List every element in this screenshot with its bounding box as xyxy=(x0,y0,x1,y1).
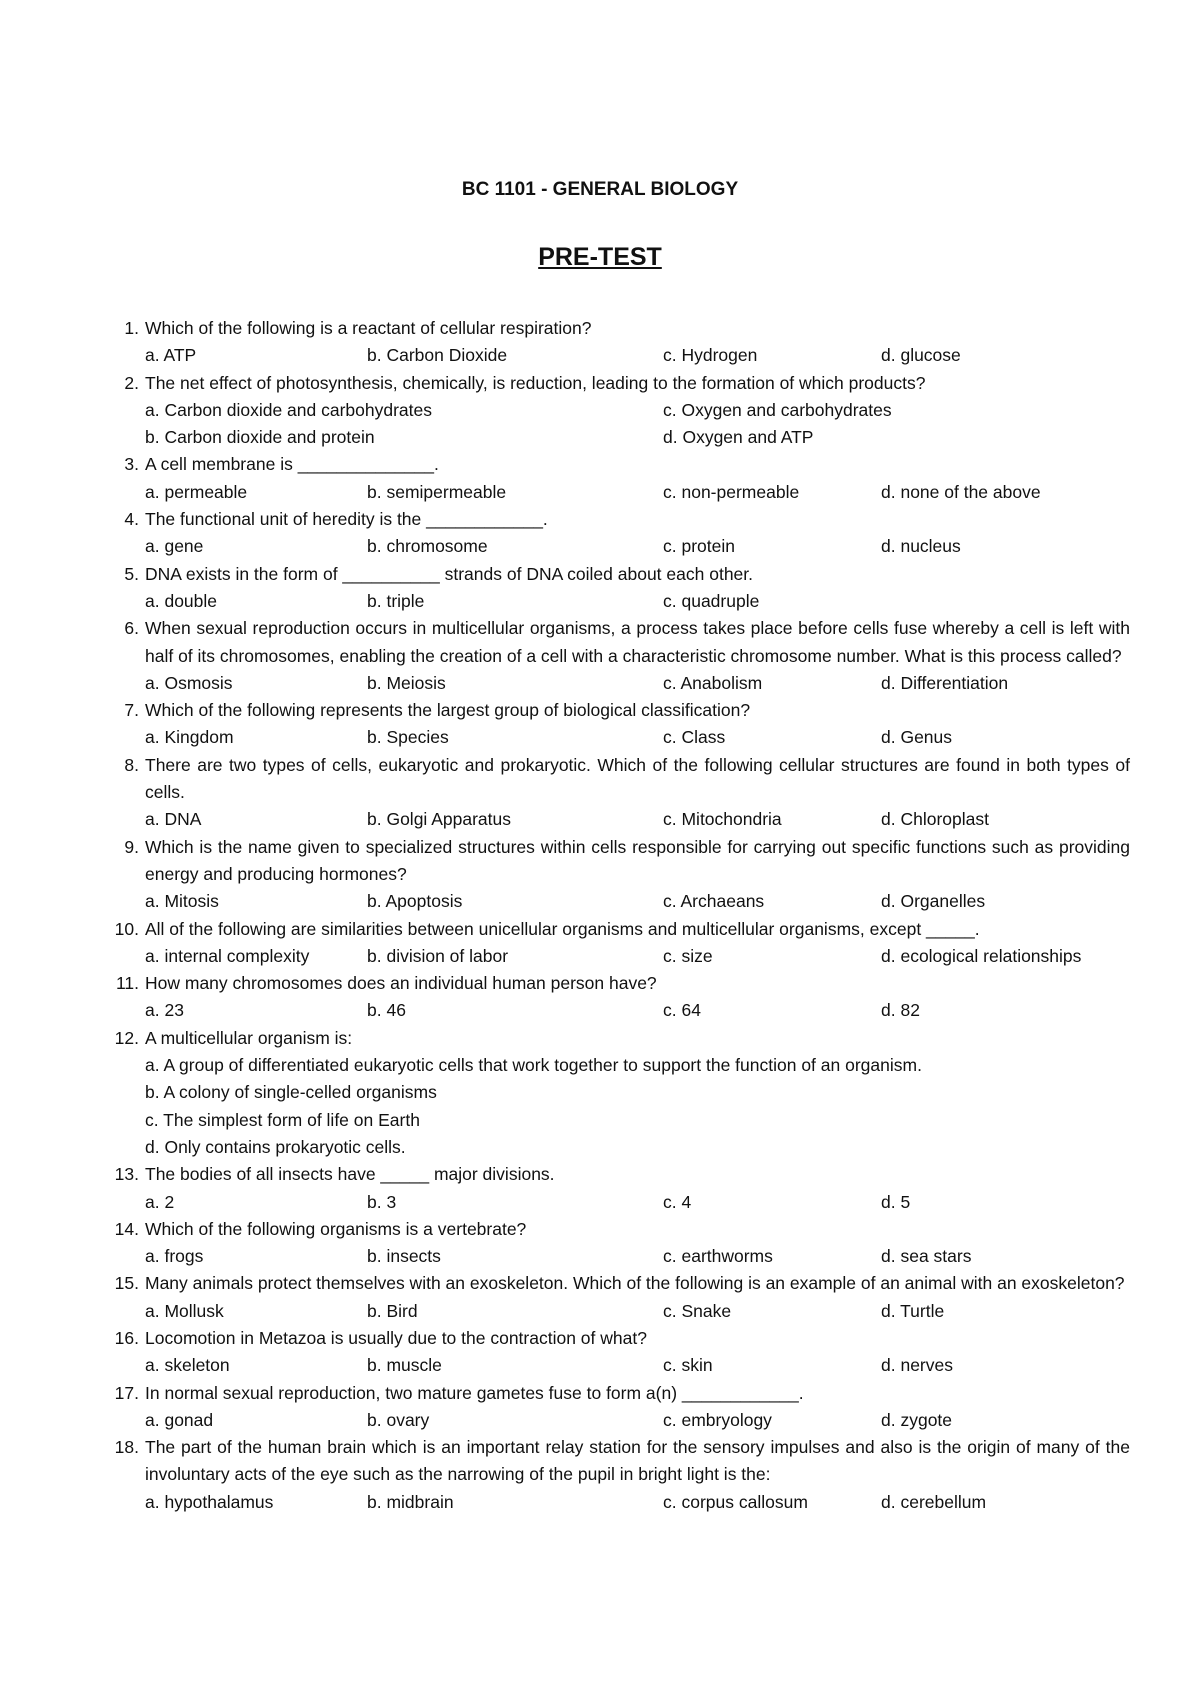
answer-option: b. 46 xyxy=(367,1000,406,1021)
question-1 xyxy=(99,315,1130,370)
question-number: 13. xyxy=(114,1164,139,1185)
question-number: 2. xyxy=(124,372,139,393)
answer-option: a. internal complexity xyxy=(145,945,310,966)
answer-option: b. midbrain xyxy=(367,1491,454,1512)
question-3 xyxy=(99,451,1130,506)
question-9 xyxy=(99,834,1130,916)
answer-option: a. DNA xyxy=(145,809,202,830)
answer-options xyxy=(145,588,1130,615)
answer-option: d. glucose xyxy=(881,345,961,366)
answer-option: d. none of the above xyxy=(881,481,1041,502)
answer-option: b. ovary xyxy=(367,1409,430,1430)
question-number: 15. xyxy=(114,1273,139,1294)
answer-option: b. Carbon dioxide and protein xyxy=(145,427,375,448)
answer-option: a. permeable xyxy=(145,481,248,502)
answer-options xyxy=(145,997,1130,1024)
answer-option: d. Turtle xyxy=(881,1300,945,1321)
answer-option: b. Species xyxy=(367,727,449,748)
answer-option: a. 2 xyxy=(145,1191,175,1212)
answer-option: d. zygote xyxy=(881,1409,953,1430)
answer-option: c. Hydrogen xyxy=(663,345,758,366)
question-11 xyxy=(99,970,1130,1025)
answer-option: a. Osmosis xyxy=(145,672,233,693)
question-18 xyxy=(99,1434,1130,1516)
answer-option: c. 64 xyxy=(663,1000,701,1021)
answer-option: a. ATP xyxy=(145,345,197,366)
question-text: Which of the following organisms is a vertebrate? xyxy=(145,1218,527,1239)
question-text: Which of the following represents the largest group of biological classification? xyxy=(145,700,751,721)
question-8 xyxy=(99,752,1130,834)
answer-option: c. Mitochondria xyxy=(663,809,782,830)
answer-options xyxy=(145,397,1130,452)
question-text: The functional unit of heredity is the ____________. xyxy=(145,509,548,530)
answer-option: c. 4 xyxy=(663,1191,692,1212)
answer-options xyxy=(145,1298,1130,1325)
answer-options xyxy=(145,533,1130,560)
answer-option: d. ecological relationships xyxy=(881,945,1082,966)
answer-options xyxy=(145,888,1130,915)
question-number: 8. xyxy=(124,754,139,775)
answer-option: d. Genus xyxy=(881,727,953,748)
answer-option: a. Carbon dioxide and carbohydrates xyxy=(145,399,432,420)
answer-options xyxy=(145,724,1130,751)
answer-option: d. sea stars xyxy=(881,1246,972,1267)
answer-option: c. Snake xyxy=(663,1300,732,1321)
answer-option: b. Carbon Dioxide xyxy=(367,345,508,366)
answer-option: d. nucleus xyxy=(881,536,961,557)
answer-option: c. earthworms xyxy=(663,1246,773,1267)
question-list xyxy=(99,315,1130,1516)
answer-options xyxy=(145,479,1130,506)
question-7 xyxy=(99,697,1130,752)
answer-option: b. A colony of single-celled organisms xyxy=(145,1082,437,1103)
answer-option: c. Oxygen and carbohydrates xyxy=(663,399,892,420)
course-title: BC 1101 - GENERAL BIOLOGY xyxy=(461,179,739,200)
question-number: 4. xyxy=(124,509,139,530)
answer-option: d. Chloroplast xyxy=(881,809,989,830)
answer-option: d. cerebellum xyxy=(881,1491,987,1512)
answer-option: c. The simplest form of life on Earth xyxy=(145,1109,420,1130)
answer-option: c. quadruple xyxy=(663,590,760,611)
answer-option: c. protein xyxy=(663,536,735,557)
question-text: Which is the name given to specialized structures within cells responsible for carrying out specific functions such as providing energy and producing hormones? xyxy=(145,836,1130,884)
answer-options xyxy=(145,1243,1130,1270)
question-number: 6. xyxy=(124,618,139,639)
answer-option: a. double xyxy=(145,590,218,611)
answer-option: b. Meiosis xyxy=(367,672,446,693)
answer-option: a. frogs xyxy=(145,1246,204,1267)
answer-option: b. chromosome xyxy=(367,536,488,557)
question-text: The part of the human brain which is an important relay station for the sensory impulses and also is the origin of many of the involuntary acts of the eye such as the narrowing of the pupil in bright light is the: xyxy=(145,1437,1130,1485)
answer-option: a. gonad xyxy=(145,1409,214,1430)
question-number: 17. xyxy=(114,1382,139,1403)
answer-option: a. skeleton xyxy=(145,1355,230,1376)
question-number: 16. xyxy=(114,1327,139,1348)
question-16 xyxy=(99,1325,1130,1380)
answer-options xyxy=(145,1407,1130,1434)
question-10 xyxy=(99,916,1130,971)
answer-option: b. Bird xyxy=(367,1300,418,1321)
answer-option: a. Kingdom xyxy=(145,727,234,748)
question-4 xyxy=(99,506,1130,561)
question-text: The net effect of photosynthesis, chemically, is reduction, leading to the formation of which products? xyxy=(145,372,926,393)
answer-option: a. hypothalamus xyxy=(145,1491,274,1512)
answer-option: b. 3 xyxy=(367,1191,397,1212)
question-text: All of the following are similarities between unicellular organisms and multicellular organisms, except _____. xyxy=(145,918,980,939)
answer-options xyxy=(145,1352,1130,1379)
answer-options xyxy=(145,943,1130,970)
answer-option: d. 82 xyxy=(881,1000,920,1021)
test-title: PRE-TEST xyxy=(538,243,662,271)
answer-option: c. Class xyxy=(663,727,726,748)
question-number: 9. xyxy=(124,836,139,857)
question-12 xyxy=(99,1025,1130,1161)
question-number: 1. xyxy=(124,318,139,338)
question-13 xyxy=(99,1161,1130,1216)
question-number: 12. xyxy=(114,1027,139,1048)
question-text: Which of the following is a reactant of cellular respiration? xyxy=(145,318,592,338)
question-text: Locomotion in Metazoa is usually due to the contraction of what? xyxy=(145,1327,647,1348)
answer-options xyxy=(145,806,1130,833)
question-text: Many animals protect themselves with an exoskeleton. Which of the following is an example of an animal with an exoskeleton? xyxy=(145,1273,1125,1294)
answer-option: c. Anabolism xyxy=(663,672,763,693)
answer-option: d. nerves xyxy=(881,1355,953,1376)
question-text: When sexual reproduction occurs in multicellular organisms, a process takes place before cells fuse whereby a cell is left with half of its chromosomes, enabling the creation of a cell with a characteristic chromosome number. What is this process called? xyxy=(145,618,1130,666)
answer-option: d. Oxygen and ATP xyxy=(663,427,814,448)
question-text: In normal sexual reproduction, two mature gametes fuse to form a(n) ____________. xyxy=(145,1382,804,1403)
question-number: 7. xyxy=(124,700,139,721)
question-number: 5. xyxy=(124,563,139,584)
answer-options xyxy=(145,1052,1130,1161)
answer-option: c. skin xyxy=(663,1355,713,1376)
answer-option: a. gene xyxy=(145,536,204,557)
question-text: The bodies of all insects have _____ major divisions. xyxy=(145,1164,555,1185)
answer-option: d. Only contains prokaryotic cells. xyxy=(145,1136,406,1157)
question-15 xyxy=(99,1270,1130,1325)
answer-option: d. Organelles xyxy=(881,891,986,912)
question-number: 14. xyxy=(114,1218,139,1239)
question-text: DNA exists in the form of __________ strands of DNA coiled about each other. xyxy=(145,563,754,584)
answer-option: c. size xyxy=(663,945,713,966)
question-text: There are two types of cells, eukaryotic and prokaryotic. Which of the following cellular structures are found in both types of cells. xyxy=(145,754,1130,803)
question-17 xyxy=(99,1380,1130,1435)
question-2 xyxy=(99,370,1130,452)
answer-option: b. Apoptosis xyxy=(367,891,463,912)
question-6 xyxy=(99,615,1130,697)
answer-option: b. Golgi Apparatus xyxy=(367,809,511,830)
question-number: 18. xyxy=(114,1437,139,1458)
answer-option: a. 23 xyxy=(145,1000,184,1021)
answer-option: a. Mollusk xyxy=(145,1300,224,1321)
question-text: A cell membrane is ______________. xyxy=(145,454,439,475)
answer-option: d. 5 xyxy=(881,1191,911,1212)
answer-option: c. Archaeans xyxy=(663,891,765,912)
question-number: 11. xyxy=(115,973,139,994)
question-text: How many chromosomes does an individual human person have? xyxy=(145,973,657,994)
answer-option: a. A group of differentiated eukaryotic cells that work together to support the function of an organism. xyxy=(145,1055,922,1076)
question-number: 3. xyxy=(124,454,139,475)
answer-options xyxy=(145,342,1130,369)
answer-option: b. division of labor xyxy=(367,945,509,966)
answer-options xyxy=(145,670,1130,697)
answer-option: c. corpus callosum xyxy=(663,1491,808,1512)
answer-options xyxy=(145,1189,1130,1216)
question-number: 10. xyxy=(114,918,139,939)
question-14 xyxy=(99,1216,1130,1271)
answer-option: a. Mitosis xyxy=(145,891,219,912)
answer-option: d. Differentiation xyxy=(881,672,1009,693)
answer-options xyxy=(145,1489,1130,1516)
answer-option: b. insects xyxy=(367,1246,441,1267)
answer-option: b. muscle xyxy=(367,1355,442,1376)
answer-option: c. embryology xyxy=(663,1409,772,1430)
question-text: A multicellular organism is: xyxy=(145,1027,353,1048)
answer-option: b. semipermeable xyxy=(367,481,507,502)
question-5 xyxy=(99,561,1130,616)
answer-option: c. non-permeable xyxy=(663,481,800,502)
answer-option: b. triple xyxy=(367,590,425,611)
